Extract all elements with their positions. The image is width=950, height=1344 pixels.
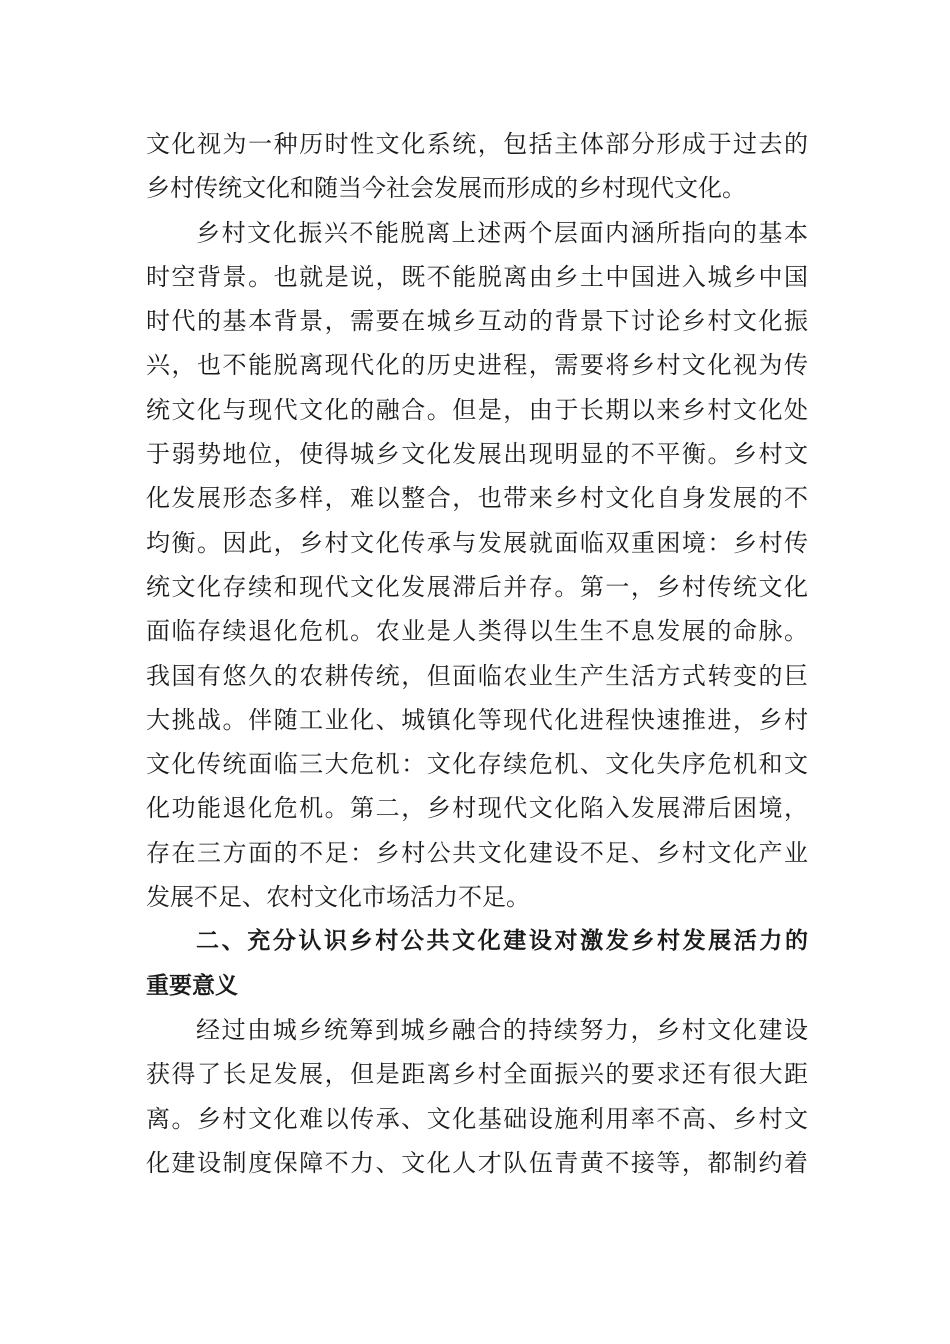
paragraph-line: 面临存续退化危机。农业是人类得以生生不息发展的命脉。 (146, 617, 808, 646)
section-heading-line: 重要意义 (146, 972, 238, 999)
paragraph-line: 化建设制度保障不力、文化人才队伍青黄不接等，都制约着 (146, 1148, 808, 1177)
paragraph-line: 统文化与现代文化的融合。但是，由于长期以来乡村文化处 (146, 395, 808, 424)
paragraph-line: 化功能退化危机。第二，乡村现代文化陷入发展滞后困境， (146, 794, 808, 823)
paragraph-line: 时空背景。也就是说，既不能脱离由乡土中国进入城乡中国 (146, 262, 808, 291)
paragraph-line: 发展不足、农村文化市场活力不足。 (146, 883, 530, 912)
document-body (146, 122, 808, 1185)
paragraph-line: 我国有悠久的农耕传统，但面临农业生产生活方式转变的巨 (146, 661, 808, 690)
paragraph-line: 存在三方面的不足：乡村公共文化建设不足、乡村文化产业 (146, 838, 808, 867)
paragraph-line: 大挑战。伴随工业化、城镇化等现代化进程快速推进，乡村 (146, 705, 808, 734)
paragraph-line: 文化传统面临三大危机：文化存续危机、文化失序危机和文 (146, 750, 808, 779)
section-heading-line: 二、充分认识乡村公共文化建设对激发乡村发展活力的 (196, 928, 808, 955)
paragraph-line: 离。乡村文化难以传承、文化基础设施利用率不高、乡村文 (146, 1104, 808, 1133)
paragraph-line: 乡村传统文化和随当今社会发展而形成的乡村现代文化。 (146, 174, 746, 203)
paragraph-line: 统文化存续和现代文化发展滞后并存。第一，乡村传统文化 (146, 572, 808, 601)
paragraph-line: 时代的基本背景，需要在城乡互动的背景下讨论乡村文化振 (146, 307, 808, 336)
paragraph-line: 于弱势地位，使得城乡文化发展出现明显的不平衡。乡村文 (146, 440, 808, 469)
paragraph-line: 均衡。因此，乡村文化传承与发展就面临双重困境：乡村传 (146, 528, 808, 557)
paragraph-line: 兴，也不能脱离现代化的历史进程，需要将乡村文化视为传 (146, 351, 808, 380)
paragraph-line: 化发展形态多样，难以整合，也带来乡村文化自身发展的不 (146, 484, 808, 513)
paragraph-line: 经过由城乡统筹到城乡融合的持续努力，乡村文化建设 (196, 1015, 808, 1044)
paragraph-line: 文化视为一种历时性文化系统，包括主体部分形成于过去的 (146, 130, 808, 158)
paragraph-line: 获得了长足发展，但是距离乡村全面振兴的要求还有很大距 (146, 1060, 808, 1089)
paragraph-line: 乡村文化振兴不能脱离上述两个层面内涵所指向的基本 (196, 218, 808, 247)
